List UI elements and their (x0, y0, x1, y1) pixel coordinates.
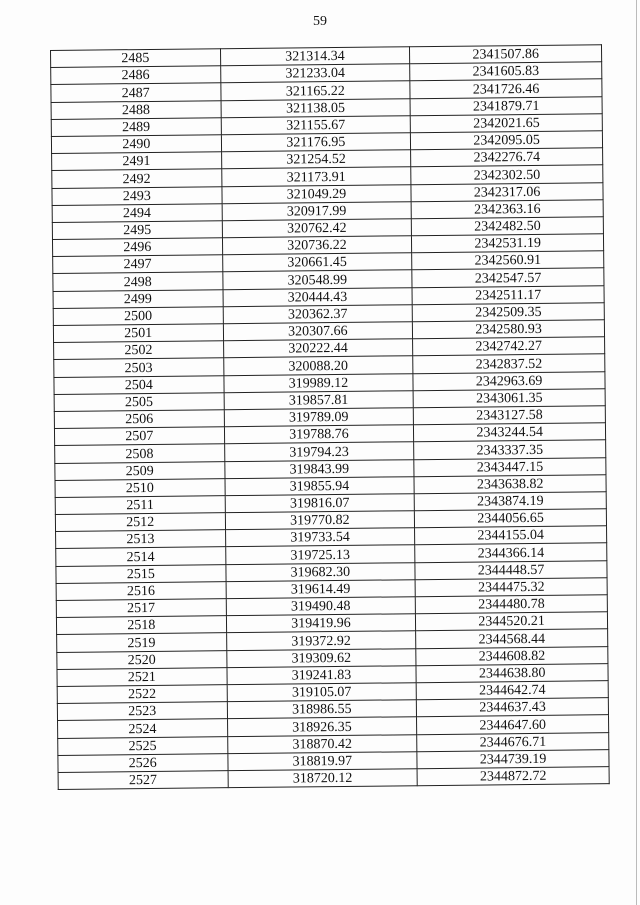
y-coordinate-cell: 2342963.69 (413, 371, 605, 390)
point-number-cell: 2498 (53, 272, 223, 291)
x-coordinate-cell: 319989.12 (223, 373, 413, 392)
x-coordinate-cell: 319725.13 (225, 545, 415, 564)
x-coordinate-cell: 318986.55 (227, 700, 417, 719)
x-coordinate-cell: 321049.29 (221, 184, 411, 203)
x-coordinate-cell: 320661.45 (222, 253, 412, 272)
point-number-cell: 2494 (52, 203, 222, 222)
x-coordinate-cell: 319105.07 (227, 683, 417, 702)
x-coordinate-cell: 319794.23 (224, 442, 414, 461)
y-coordinate-cell: 2344739.19 (417, 749, 609, 768)
point-number-cell: 2502 (54, 341, 224, 360)
y-coordinate-cell: 2342509.35 (412, 303, 604, 322)
point-number-cell: 2507 (54, 427, 224, 446)
point-number-cell: 2500 (53, 307, 223, 326)
y-coordinate-cell: 2343244.54 (414, 423, 606, 442)
point-number-cell: 2525 (58, 736, 228, 755)
point-number-cell: 2518 (56, 616, 226, 635)
point-number-cell: 2509 (55, 461, 225, 480)
point-number-cell: 2489 (51, 117, 221, 136)
point-number-cell: 2514 (56, 547, 226, 566)
x-coordinate-cell: 319241.83 (227, 665, 417, 684)
y-coordinate-cell: 2344520.21 (416, 612, 608, 631)
x-coordinate-cell: 321233.04 (220, 64, 410, 83)
y-coordinate-cell: 2344366.14 (415, 543, 607, 562)
y-coordinate-cell: 2343127.58 (414, 406, 606, 425)
x-coordinate-cell: 319490.48 (226, 597, 416, 616)
point-number-cell: 2513 (56, 530, 226, 549)
y-coordinate-cell: 2342547.57 (412, 268, 604, 287)
y-coordinate-cell: 2344637.43 (417, 698, 609, 717)
point-number-cell: 2490 (51, 135, 221, 154)
point-number-cell: 2517 (56, 599, 226, 618)
y-coordinate-cell: 2341726.46 (410, 79, 602, 98)
y-coordinate-cell: 2344872.72 (417, 767, 609, 786)
y-coordinate-cell: 2344642.74 (416, 681, 608, 700)
x-coordinate-cell: 320362.37 (223, 305, 413, 324)
point-number-cell: 2492 (52, 169, 222, 188)
point-number-cell: 2523 (57, 702, 227, 721)
point-number-cell: 2526 (58, 753, 228, 772)
y-coordinate-cell: 2342560.91 (412, 251, 604, 270)
y-coordinate-cell: 2342363.16 (411, 199, 603, 218)
x-coordinate-cell: 319788.76 (224, 425, 414, 444)
point-number-cell: 2488 (51, 100, 221, 119)
y-coordinate-cell: 2344638.80 (416, 663, 608, 682)
x-coordinate-cell: 319309.62 (226, 648, 416, 667)
y-coordinate-cell: 2342302.50 (411, 165, 603, 184)
page-number: 59 (313, 14, 327, 29)
x-coordinate-cell: 321314.34 (220, 47, 410, 66)
point-number-cell: 2495 (52, 221, 222, 240)
x-coordinate-cell: 319816.07 (225, 494, 415, 513)
y-coordinate-cell: 2342742.27 (413, 337, 605, 356)
point-number-cell: 2485 (51, 49, 221, 68)
point-number-cell: 2493 (52, 186, 222, 205)
x-coordinate-cell: 321138.05 (221, 98, 411, 117)
point-number-cell: 2504 (54, 375, 224, 394)
y-coordinate-cell: 2343061.35 (413, 388, 605, 407)
y-coordinate-cell: 2342531.19 (412, 234, 604, 253)
point-number-cell: 2519 (57, 633, 227, 652)
y-coordinate-cell: 2342482.50 (412, 217, 604, 236)
x-coordinate-cell: 318870.42 (227, 734, 417, 753)
y-coordinate-cell: 2344448.57 (415, 560, 607, 579)
coordinates-table-body (51, 45, 610, 790)
point-number-cell: 2512 (55, 513, 225, 532)
point-number-cell: 2491 (52, 152, 222, 171)
y-coordinate-cell: 2344647.60 (417, 715, 609, 734)
y-coordinate-cell: 2344480.78 (415, 595, 607, 614)
y-coordinate-cell: 2343874.19 (414, 492, 606, 511)
y-coordinate-cell: 2342021.65 (410, 113, 602, 132)
point-number-cell: 2515 (56, 564, 226, 583)
point-number-cell: 2524 (58, 719, 228, 738)
x-coordinate-cell: 319419.96 (226, 614, 416, 633)
y-coordinate-cell: 2342276.74 (411, 148, 603, 167)
y-coordinate-cell: 2343638.82 (414, 474, 606, 493)
y-coordinate-cell: 2341605.83 (410, 62, 602, 81)
point-number-cell: 2487 (51, 83, 221, 102)
page-edge-line (636, 0, 637, 905)
x-coordinate-cell: 321176.95 (221, 133, 411, 152)
x-coordinate-cell: 320307.66 (223, 322, 413, 341)
x-coordinate-cell: 319614.49 (226, 580, 416, 599)
x-coordinate-cell: 318720.12 (228, 769, 418, 788)
x-coordinate-cell: 319843.99 (224, 459, 414, 478)
point-number-cell: 2516 (56, 582, 226, 601)
x-coordinate-cell: 320548.99 (222, 270, 412, 289)
x-coordinate-cell: 320222.44 (223, 339, 413, 358)
y-coordinate-cell: 2341507.86 (410, 45, 602, 64)
point-number-cell: 2497 (53, 255, 223, 274)
y-coordinate-cell: 2344676.71 (417, 732, 609, 751)
coordinates-table (50, 44, 610, 790)
x-coordinate-cell: 320444.43 (223, 287, 413, 306)
y-coordinate-cell: 2343447.15 (414, 457, 606, 476)
point-number-cell: 2496 (52, 238, 222, 257)
y-coordinate-cell: 2341879.71 (410, 96, 602, 115)
point-number-cell: 2505 (54, 392, 224, 411)
y-coordinate-cell: 2344475.32 (415, 578, 607, 597)
point-number-cell: 2522 (57, 685, 227, 704)
x-coordinate-cell: 319857.81 (224, 390, 414, 409)
x-coordinate-cell: 321173.91 (221, 167, 411, 186)
x-coordinate-cell: 318926.35 (227, 717, 417, 736)
point-number-cell: 2511 (55, 496, 225, 515)
x-coordinate-cell: 320736.22 (222, 236, 412, 255)
x-coordinate-cell: 319733.54 (225, 528, 415, 547)
y-coordinate-cell: 2344155.04 (415, 526, 607, 545)
point-number-cell: 2503 (54, 358, 224, 377)
y-coordinate-cell: 2343337.35 (414, 440, 606, 459)
x-coordinate-cell: 319682.30 (225, 562, 415, 581)
y-coordinate-cell: 2342511.17 (412, 285, 604, 304)
x-coordinate-cell: 321165.22 (220, 81, 410, 100)
x-coordinate-cell: 320917.99 (222, 201, 412, 220)
point-number-cell: 2520 (57, 650, 227, 669)
point-number-cell: 2486 (51, 66, 221, 85)
y-coordinate-cell: 2344608.82 (416, 646, 608, 665)
point-number-cell: 2521 (57, 667, 227, 686)
x-coordinate-cell: 318819.97 (227, 751, 417, 770)
y-coordinate-cell: 2342580.93 (413, 320, 605, 339)
y-coordinate-cell: 2344568.44 (416, 629, 608, 648)
x-coordinate-cell: 320762.42 (222, 219, 412, 238)
point-number-cell: 2501 (53, 324, 223, 343)
x-coordinate-cell: 319789.09 (224, 408, 414, 427)
point-number-cell: 2510 (55, 478, 225, 497)
x-coordinate-cell: 319372.92 (226, 631, 416, 650)
point-number-cell: 2527 (58, 771, 228, 790)
y-coordinate-cell: 2342317.06 (411, 182, 603, 201)
point-number-cell: 2506 (54, 410, 224, 429)
x-coordinate-cell: 319770.82 (225, 511, 415, 530)
x-coordinate-cell: 320088.20 (223, 356, 413, 375)
y-coordinate-cell: 2342837.52 (413, 354, 605, 373)
x-coordinate-cell: 321155.67 (221, 115, 411, 134)
point-number-cell: 2508 (55, 444, 225, 463)
y-coordinate-cell: 2342095.05 (411, 131, 603, 150)
point-number-cell: 2499 (53, 289, 223, 308)
y-coordinate-cell: 2344056.65 (415, 509, 607, 528)
x-coordinate-cell: 321254.52 (221, 150, 411, 169)
x-coordinate-cell: 319855.94 (225, 476, 415, 495)
